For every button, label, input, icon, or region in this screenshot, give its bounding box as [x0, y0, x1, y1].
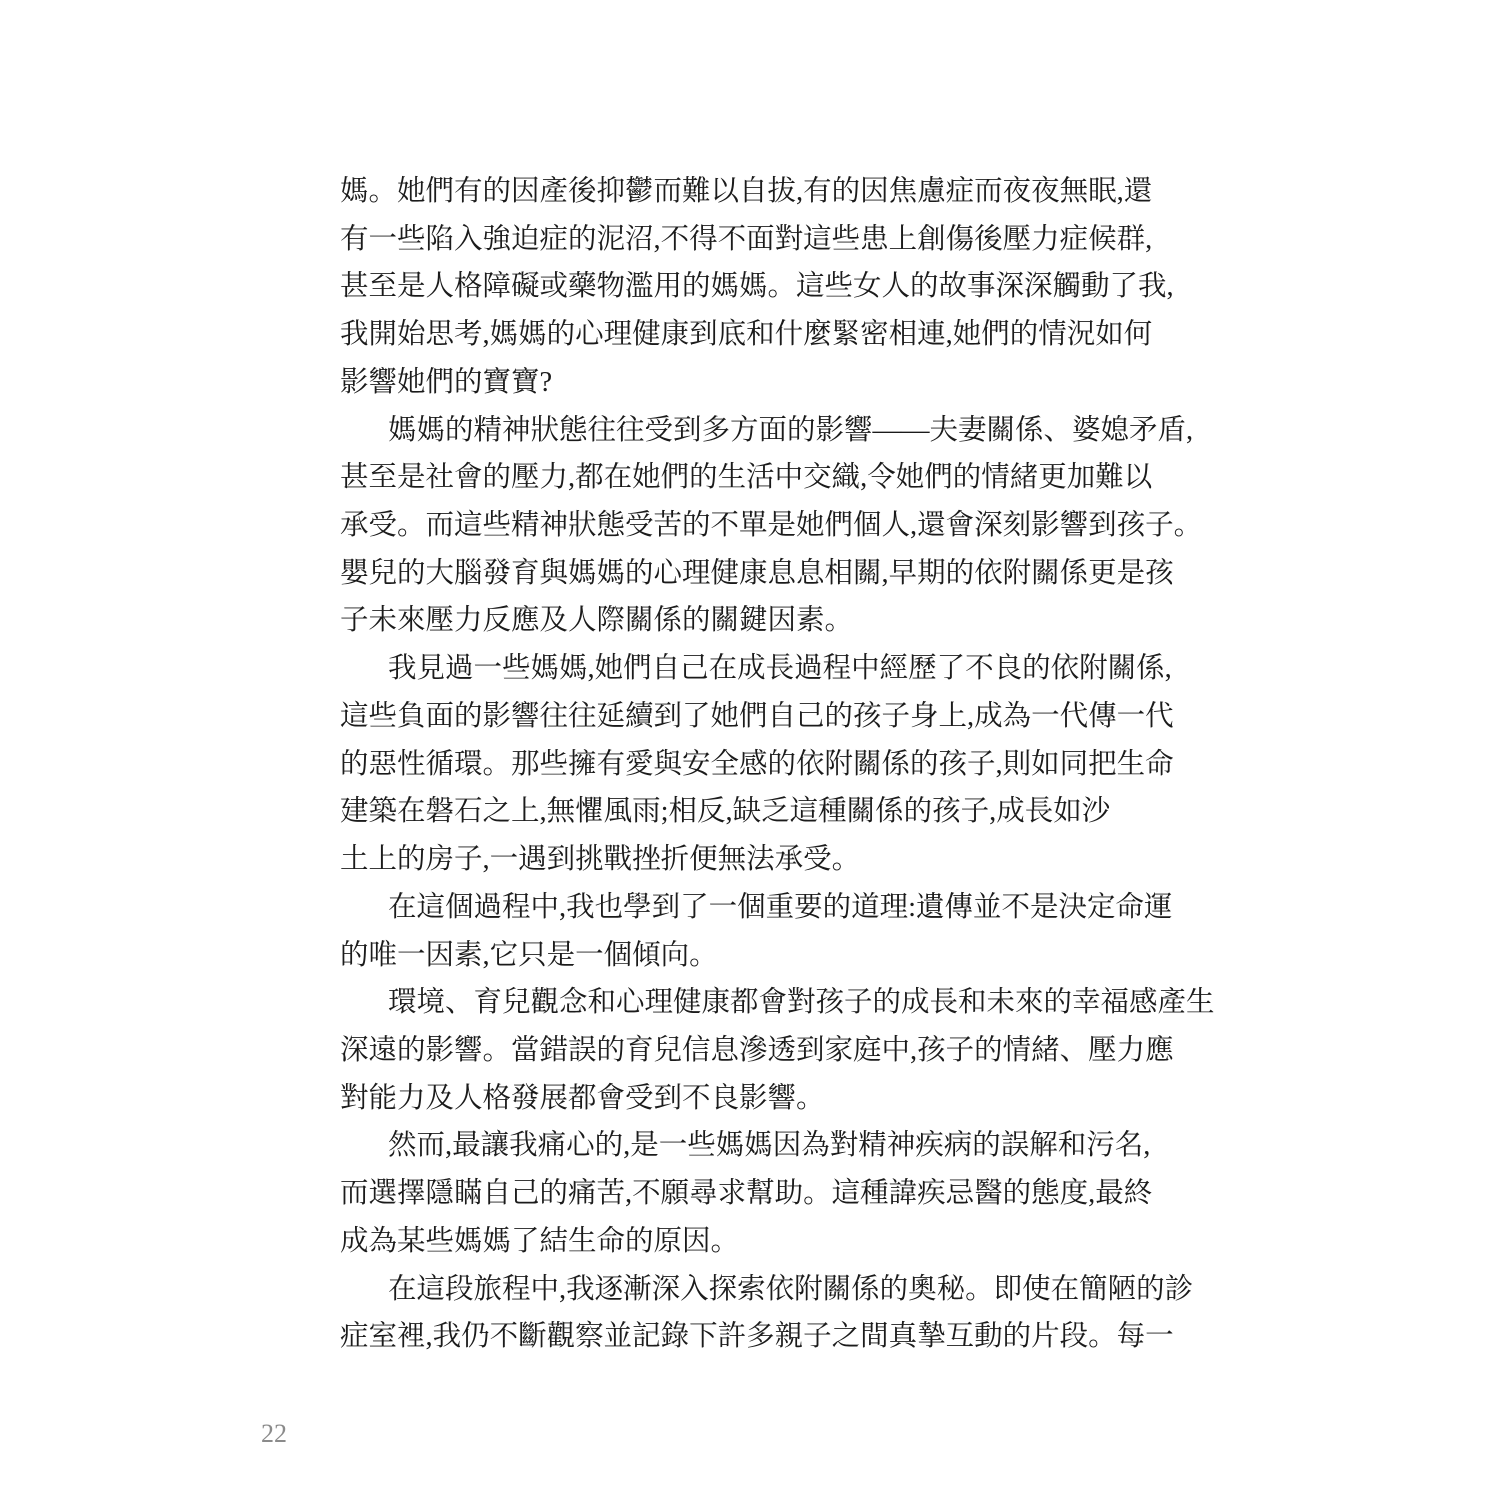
- text-line: 土上的房子,一遇到挑戰挫折便無法承受。: [340, 844, 861, 876]
- text-line: 甚至是人格障礙或藥物濫用的媽媽。這些女人的故事深深觸動了我,: [340, 271, 1174, 303]
- text-line: 甚至是社會的壓力,都在她們的生活中交織,令她們的情緒更加難以: [340, 462, 1153, 494]
- text-line: 有一些陷入強迫症的泥沼,不得不面對這些患上創傷後壓力症候群,: [340, 223, 1153, 255]
- text-line: 深遠的影響。當錯誤的育兒信息滲透到家庭中,孩子的情緒、壓力應: [340, 1034, 1174, 1066]
- text-line: 的唯一因素,它只是一個傾向。: [340, 939, 718, 971]
- text-line: 建築在磐石之上,無懼風雨;相反,缺乏這種關係的孩子,成長如沙: [340, 796, 1111, 828]
- text-line: 這些負面的影響往往延續到了她們自己的孩子身上,成為一代傳一代: [340, 700, 1174, 732]
- text-line: 在這個過程中,我也學到了一個重要的道理:遺傳並不是決定命運: [388, 891, 1173, 923]
- text-line: 然而,最讓我痛心的,是一些媽媽因為對精神疾病的誤解和污名,: [388, 1130, 1151, 1162]
- text-line: 成為某些媽媽了結生命的原因。: [340, 1225, 740, 1257]
- text-line: 我開始思考,媽媽的心理健康到底和什麼緊密相連,她們的情況如何: [340, 319, 1153, 351]
- text-line: 子未來壓力反應及人際關係的關鍵因素。: [340, 605, 854, 637]
- text-line: 嬰兒的大腦發育與媽媽的心理健康息息相關,早期的依附關係更是孩: [340, 557, 1174, 589]
- text-line: 對能力及人格發展都會受到不良影響。: [340, 1082, 825, 1114]
- page-number: 22: [261, 1419, 287, 1448]
- text-line: 的惡性循環。那些擁有愛與安全感的依附關係的孩子,則如同把生命: [340, 748, 1174, 780]
- text-line: 媽。她們有的因產後抑鬱而難以自拔,有的因焦慮症而夜夜無眠,還: [340, 176, 1153, 207]
- text-line: 而選擇隱瞞自己的痛苦,不願尋求幫助。這種諱疾忌醫的態度,最終: [340, 1178, 1153, 1210]
- text-line: 環境、育兒觀念和心理健康都會對孩子的成長和未來的幸福感產生: [388, 987, 1215, 1019]
- text-line: 症室裡,我仍不斷觀察並記錄下許多親子之間真摯互動的片段。每一: [340, 1321, 1174, 1353]
- text-line: 承受。而這些精神狀態受苦的不單是她們個人,還會深刻影響到孩子。: [340, 510, 1203, 542]
- text-line: 媽媽的精神狀態往往受到多方面的影響——夫妻關係、婆媳矛盾,: [388, 414, 1194, 446]
- body-text: [340, 168, 1215, 1361]
- text-line: 在這段旅程中,我逐漸深入探索依附關係的奧秘。即使在簡陋的診: [388, 1273, 1194, 1305]
- text-line: 影響她們的寶寶?: [340, 366, 553, 398]
- text-line: 我見過一些媽媽,她們自己在成長過程中經歷了不良的依附關係,: [388, 653, 1172, 685]
